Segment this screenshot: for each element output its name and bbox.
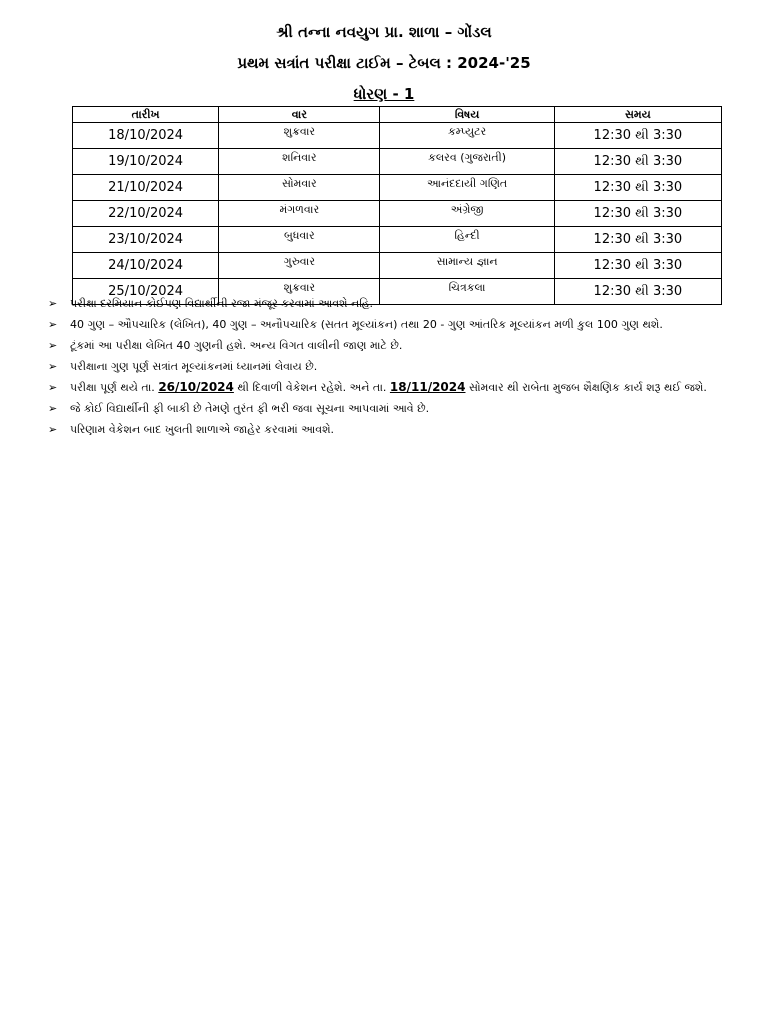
note-item: [48, 377, 748, 398]
note-text: પરીક્ષાના ગુણ પૂર્ણ સત્રાંત મૂલ્યાંકનમાં ધ્યાનમાં લેવાય છે.: [70, 360, 318, 373]
arrow-bullet-icon: ➢: [48, 318, 58, 331]
exam-title: પ્રથમ સત્રાંત પરીક્ષા ટાઈમ – ટેબલ : 2024-'25: [237, 54, 531, 72]
cell-date: 25/10/2024: [73, 279, 219, 305]
table-row: [73, 253, 722, 279]
exam-timetable: [72, 106, 722, 305]
note-text-mid: થી દિવાળી વેકેશન રહેશે. અને તા.: [237, 381, 387, 394]
cell-time: 12:30 થી 3:30: [554, 201, 721, 227]
arrow-bullet-icon: ➢: [48, 423, 58, 436]
cell-date: 18/10/2024: [73, 123, 219, 149]
column-header-time: સમય: [554, 107, 721, 123]
note-text: 40 ગુણ – ઔપચારિક (લેખિત), 40 ગુણ – અનૌપચારિક (સતત મૂલ્યાંકન) તથા 20 - ગુણ આંતરિક મૂલ્યાંકન મળી કુલ 100 ગુણ થશે.: [70, 318, 663, 331]
table-row: [73, 201, 722, 227]
standard-heading: ધોરણ - 1: [353, 85, 415, 103]
cell-subject: કલરવ (ગુજરાતી): [380, 149, 554, 175]
note-item: [48, 314, 748, 335]
note-text-post: સોમવાર થી રાબેતા મુજબ શૈક્ષણિક કાર્ય શરૂ થઈ જશે.: [468, 381, 707, 394]
cell-subject: કમ્પ્યુટર: [380, 123, 554, 149]
arrow-bullet-icon: ➢: [48, 297, 58, 310]
cell-time: 12:30 થી 3:30: [554, 149, 721, 175]
note-item: [48, 356, 748, 377]
cell-time: 12:30 થી 3:30: [554, 279, 721, 305]
cell-subject: હિન્દી: [380, 227, 554, 253]
note-item: [48, 419, 748, 440]
cell-date: 21/10/2024: [73, 175, 219, 201]
cell-day: મંગળવાર: [219, 201, 380, 227]
cell-day: શનિવાર: [219, 149, 380, 175]
cell-subject: ચિત્રકલા: [380, 279, 554, 305]
note-item: [48, 398, 748, 419]
column-header-subject: વિષય: [380, 107, 554, 123]
cell-subject: સામાન્ય જ્ઞાન: [380, 253, 554, 279]
arrow-bullet-icon: ➢: [48, 381, 58, 394]
cell-time: 12:30 થી 3:30: [554, 175, 721, 201]
cell-date: 23/10/2024: [73, 227, 219, 253]
cell-day: ગુરુવાર: [219, 253, 380, 279]
note-item: [48, 335, 748, 356]
cell-time: 12:30 થી 3:30: [554, 227, 721, 253]
arrow-bullet-icon: ➢: [48, 360, 58, 373]
school-name: શ્રી તન્ના નવયુગ પ્રા. શાળા – ગોંડલ: [276, 23, 492, 41]
school-reopen-date: 18/11/2024: [389, 380, 466, 394]
note-text: પરીક્ષા દરમિયાન કોઈપણ વિદ્યાર્થીની રજા મંજૂર કરવામાં આવશે નહિ.: [70, 297, 374, 310]
cell-day: શુક્રવાર: [219, 123, 380, 149]
note-text: જે કોઈ વિદ્યાર્થીની ફી બાકી છે તેમણે તુરંત ફી ભરી જવા સૂચના આપવામાં આવે છે.: [70, 402, 430, 415]
cell-subject: આનંદદાયી ગણિત: [380, 175, 554, 201]
cell-day: બુધવાર: [219, 227, 380, 253]
arrow-bullet-icon: ➢: [48, 402, 58, 415]
arrow-bullet-icon: ➢: [48, 339, 58, 352]
note-text-pre: પરીક્ષા પૂર્ણ થયે તા.: [70, 381, 155, 394]
cell-date: 22/10/2024: [73, 201, 219, 227]
table-header-row: [73, 107, 722, 123]
cell-time: 12:30 થી 3:30: [554, 253, 721, 279]
note-text: ટૂંકમાં આ પરીક્ષા લેખિત 40 ગુણની હશે. અન્ય વિગત વાલીની જાણ માટે છે.: [70, 339, 403, 352]
cell-subject: અંગ્રેજી: [380, 201, 554, 227]
note-text: પરિણામ વેકેશન બાદ ખુલતી શાળાએ જાહેર કરવામાં આવશે.: [70, 423, 335, 436]
cell-time: 12:30 થી 3:30: [554, 123, 721, 149]
cell-date: 24/10/2024: [73, 253, 219, 279]
cell-day: સોમવાર: [219, 175, 380, 201]
table-row: [73, 227, 722, 253]
cell-date: 19/10/2024: [73, 149, 219, 175]
vacation-start-date: 26/10/2024: [158, 380, 234, 394]
column-header-date: તારીખ: [73, 107, 219, 123]
notes-list: [48, 293, 748, 440]
table-row: [73, 123, 722, 149]
table-row: [73, 149, 722, 175]
cell-day: શુક્રવાર: [219, 279, 380, 305]
table-row: [73, 175, 722, 201]
column-header-day: વાર: [219, 107, 380, 123]
note-item: [48, 293, 748, 314]
